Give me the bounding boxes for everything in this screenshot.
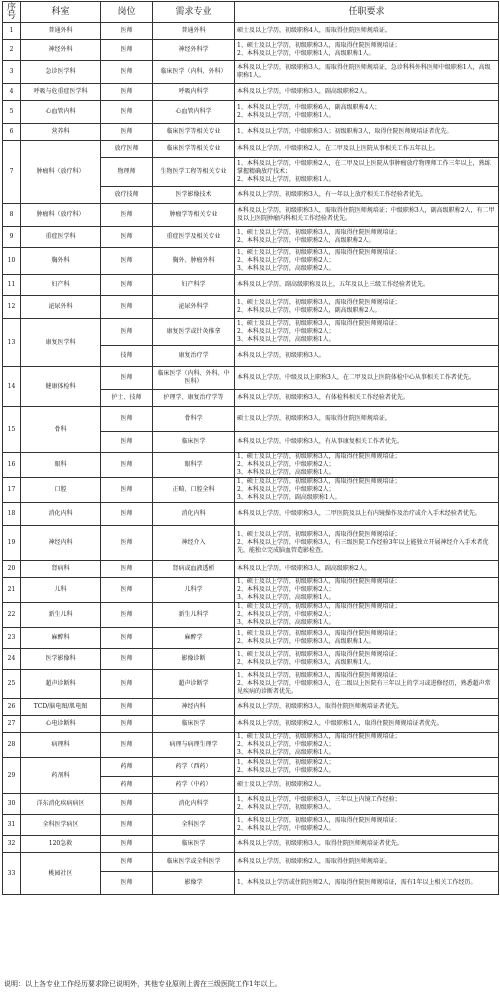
footnote: 说明：以上各专业工作经历要求除已说明外，其他专业原则上需在三级医院工作1年以上。: [4, 980, 282, 988]
row-requirements: 本科及以上学历，初级职称2人，需取得住院医师规培证。: [235, 853, 499, 872]
row-dept: 骨科: [21, 407, 101, 453]
row-no: 26: [3, 699, 21, 716]
table-row: [3, 23, 499, 40]
row-position: 医师: [101, 628, 153, 649]
row-position: 物理师: [101, 158, 153, 187]
row-requirements: 1、硕士及以上学历，初级职称3人，需取得住院医师规培证； 2、本科及以上学历，中级职称2人； 3、本科及以上学历，高级职称1人。: [235, 578, 499, 603]
row-requirements: 1、硕士及以上学历，初级职称3人，需取得住院医师规培证； 2、本科及以上学历，中级职称3人，高级职称1人。: [235, 628, 499, 649]
row-position: 护士、技师: [101, 390, 153, 407]
row-position: 医师: [101, 204, 153, 227]
row-no: 22: [3, 603, 21, 628]
row-major: 病理与病理生理学: [153, 733, 235, 758]
table-row: [3, 227, 499, 248]
table-row: [3, 84, 499, 101]
header-position: 岗位: [101, 2, 153, 23]
row-dept: 妇产科: [21, 275, 101, 296]
row-major: 临床医学（内科、外科）: [153, 61, 235, 84]
table-row: [3, 758, 499, 777]
table-row: [3, 578, 499, 603]
row-major: 临床医学: [153, 432, 235, 453]
table-row: [3, 699, 499, 716]
row-requirements: 1、本科及以上学历，中级职称6人，副高级职称4人； 2、本科及以上学历，中级职称1人。: [235, 101, 499, 124]
row-requirements: 本科及以上学历，中级职称2人，在二甲及以上医院从事相关工作五年以上。: [235, 141, 499, 158]
row-major: 临床医学: [153, 836, 235, 853]
row-no: 4: [3, 84, 21, 101]
row-requirements: 本科及以上学历，中级职称3人，副高级职称2人。: [235, 84, 499, 101]
row-dept: 桃园社区: [21, 853, 101, 895]
row-position: 放疗技师: [101, 187, 153, 204]
row-no: 13: [3, 319, 21, 367]
row-no: 25: [3, 670, 21, 699]
table-row: [3, 649, 499, 670]
row-requirements: 1、硕士及以上学历，初级职称3人，需取得住院医师规培证； 2、本科及以上学历，中级职称1人，高级职称1人。: [235, 40, 499, 61]
row-dept: 心血管内科: [21, 101, 101, 124]
row-dept: 麻醉科: [21, 628, 101, 649]
row-requirements: 1、本科及以上学历，中级职称3人；初级职称3人，取得住院医师规培证者优先。: [235, 124, 499, 141]
row-major: 康复治疗学: [153, 346, 235, 367]
row-requirements: 本科及以上学历，中级职称3人，有从事康复相关工作者优先。: [235, 432, 499, 453]
table-row: [3, 407, 499, 432]
table-row: [3, 670, 499, 699]
row-no: 5: [3, 101, 21, 124]
row-no: 2: [3, 40, 21, 61]
row-major: 临床医学（内科、外科、中医科）: [153, 367, 235, 390]
row-position: 医师: [101, 40, 153, 61]
row-position: 医师: [101, 578, 153, 603]
row-no: 15: [3, 407, 21, 453]
row-no: 1: [3, 23, 21, 40]
row-major: 普通外科: [153, 23, 235, 40]
row-major: 临床医学等相关专业: [153, 141, 235, 158]
row-no: 10: [3, 248, 21, 275]
header-requirements: 任职要求: [235, 2, 499, 23]
row-dept: 全科医学病区: [21, 815, 101, 836]
row-major: 泌尿外科学: [153, 296, 235, 319]
row-position: 医师: [101, 319, 153, 346]
row-major: 眼科学: [153, 453, 235, 478]
row-major: 新生儿科学: [153, 603, 235, 628]
table-row: [3, 628, 499, 649]
table-row: [3, 453, 499, 478]
row-position: 医师: [101, 61, 153, 84]
row-requirements: 1、本科及以上学历，中级职称3人，三年以上内镜工作经验； 2、本科及以上学历，初级职称3人。: [235, 794, 499, 815]
row-requirements: 1、硕士及以上学历，初级职称3人，需取得住院医师规培证； 2、本科及以上学历，中级职称2人； 3、本科及以上学历，副高级职称1人。: [235, 478, 499, 503]
table-row: [3, 503, 499, 526]
row-dept: 泌尿外科: [21, 296, 101, 319]
row-dept: 健康体检科: [21, 367, 101, 407]
row-requirements: 1、硕士及以上学历，初级职称3人，需取得住院医师规培证； 2、本科及以上学历，中级职称3人，有三级医院工作经验3年以上能独立开展神经介入手术者优先，能独立完成脑血管造影检查。: [235, 526, 499, 561]
table-row: [3, 319, 499, 346]
row-dept: 康复医学科: [21, 319, 101, 367]
row-dept: 肿瘤科（放疗科）: [21, 204, 101, 227]
row-position: 药师: [101, 777, 153, 794]
row-position: 医师: [101, 503, 153, 526]
row-dept: 急诊医学科: [21, 61, 101, 84]
table-row: [3, 124, 499, 141]
row-dept: 药剂科: [21, 758, 101, 794]
row-dept: 口腔: [21, 478, 101, 503]
row-position: 医师: [101, 670, 153, 699]
table-row: [3, 141, 499, 158]
table-row: [3, 561, 499, 578]
row-requirements: 1、本科及以上学历，初级职称2人； 2、本科及以上学历，中级职称2人。: [235, 758, 499, 777]
row-requirements: 本科及以上学历，中级职称3人，二甲医院及以上有内镜操作及治疗或介入手术经验者优先。: [235, 503, 499, 526]
row-dept: 儿科: [21, 578, 101, 603]
row-requirements: 1、本科及以上学历，初级职称3人，需取得住院医师规培证； 2、本科及以上学历，中级职称3人，在二级以上医院有三年以上的学习或进修经历，熟悉超声常见疾病的诊断者优先。: [235, 670, 499, 699]
row-requirements: 本科及以上学历，中级职称3人，副高级职称2人。: [235, 561, 499, 578]
row-major: 消化内科: [153, 503, 235, 526]
header-major: 需求专业: [153, 2, 235, 23]
row-requirements: 硕士及以上学历，初级职称2人。: [235, 777, 499, 794]
row-position: 医师: [101, 794, 153, 815]
row-requirements: 1、硕士及以上学历，初级职称3人，需取得住院医师规培证； 2、本科及以上学历，中级职称3人，高级职称1人。: [235, 649, 499, 670]
row-requirements: 硕士及以上学历，初级职称4人，需取得住院医师规培证。: [235, 23, 499, 40]
row-major: 全科医学: [153, 815, 235, 836]
table-row: [3, 733, 499, 758]
row-requirements: 本科及以上学历，初级职称3人，需取得住院医师规培证；中级职称3人，副高级职称2人，有二甲及以上医院肿瘤内科相关工作经验者优先。: [235, 204, 499, 227]
row-major: 正畸、口腔全科: [153, 478, 235, 503]
table-row: [3, 603, 499, 628]
row-major: 心血管内科学: [153, 101, 235, 124]
row-major: 生物医学工程等相关专业: [153, 158, 235, 187]
row-no: 18: [3, 503, 21, 526]
row-requirements: 1、硕士及以上学历，初级职称3人，需取得住院医师规培证； 2、本科及以上学历，中级职称2人，高级职称2人。: [235, 227, 499, 248]
table-row: [3, 296, 499, 319]
row-no: 32: [3, 836, 21, 853]
row-major: 药学（西药）: [153, 758, 235, 777]
row-dept: 普通外科: [21, 23, 101, 40]
row-no: 14: [3, 367, 21, 407]
row-dept: 呼吸与危重症医学科: [21, 84, 101, 101]
row-no: 7: [3, 141, 21, 204]
row-dept: 眼科: [21, 453, 101, 478]
row-dept: 消化内科: [21, 503, 101, 526]
row-requirements: 本科及以上学历，初级职称3人，取得住院医师规培证者优先。: [235, 699, 499, 716]
row-requirements: 1、硕士及以上学历，初级职称3人，需取得住院医师规培证； 2、本科及以上学历，中级职称2人； 3、本科及以上学历，高级职称1人。: [235, 733, 499, 758]
row-no: 29: [3, 758, 21, 794]
table-row: [3, 61, 499, 84]
row-requirements: 1、本科及以上学历，初级职称3人，需取得住院医师规培证； 2、本科及以上学历，中级职称2人。: [235, 815, 499, 836]
row-dept: 心电诊断科: [21, 716, 101, 733]
row-requirements: 本科及以上学历，初级职称3人，有一年以上放疗相关工作经验者优先。: [235, 187, 499, 204]
row-requirements: 1、硕士及以上学历，初级职称3人，需取得住院医师规培证； 2、本科及以上学历，中级职称2人，副高级职称2人。: [235, 296, 499, 319]
row-major: 药学（中药）: [153, 777, 235, 794]
table-row: [3, 794, 499, 815]
row-major: 临床医学或全科医学: [153, 853, 235, 872]
table-row: [3, 367, 499, 390]
table-row: [3, 478, 499, 503]
row-no: 16: [3, 453, 21, 478]
row-position: 医师: [101, 124, 153, 141]
row-major: 超声诊断学: [153, 670, 235, 699]
row-position: 医师: [101, 275, 153, 296]
row-no: 23: [3, 628, 21, 649]
row-position: 医师: [101, 815, 153, 836]
row-major: 肿瘤学等相关专业: [153, 204, 235, 227]
row-dept: 肾病科: [21, 561, 101, 578]
table-row: [3, 815, 499, 836]
table-row: [3, 526, 499, 561]
row-major: 肾病或血液透析: [153, 561, 235, 578]
row-requirements: 本科及以上学历，初级职称3人，取得住院医师规培证者优先。: [235, 836, 499, 853]
row-dept: 医学影像科: [21, 649, 101, 670]
row-position: 医师: [101, 699, 153, 716]
row-no: 30: [3, 794, 21, 815]
row-major: 医学影像技术: [153, 187, 235, 204]
row-requirements: 1、本科及以上学历，中级职称2人，在二甲及以上医院从事肿瘤放疗物理师工作三年以上，熟练掌握精确放疗技术； 2、本科及以上学历，初级职称1人。: [235, 158, 499, 187]
row-requirements: 本科及以上学历，副高级职称及以上，五年及以上三级工作经验者优先。: [235, 275, 499, 296]
row-major: 呼吸内科学: [153, 84, 235, 101]
row-major: 重症医学及相关专业: [153, 227, 235, 248]
row-no: 3: [3, 61, 21, 84]
row-no: 33: [3, 853, 21, 895]
row-position: 放疗医师: [101, 141, 153, 158]
recruitment-table: [2, 1, 499, 895]
row-no: 28: [3, 733, 21, 758]
row-major: 神经介入: [153, 526, 235, 561]
row-dept: 新生儿科: [21, 603, 101, 628]
table-row: [3, 101, 499, 124]
row-position: 医师: [101, 561, 153, 578]
row-position: 医师: [101, 716, 153, 733]
row-major: 胸外、肿瘤外科: [153, 248, 235, 275]
row-dept: 肿瘤科（放疗科）: [21, 141, 101, 204]
row-position: 医师: [101, 367, 153, 390]
row-requirements: 1、硕士及以上学历，初级职称3人，需取得住院医师规培证； 2、本科及以上学历，中级职称2人； 3、本科及以上学历，高级职称1人。: [235, 319, 499, 346]
table-row: [3, 716, 499, 733]
row-position: 医师: [101, 227, 153, 248]
row-dept: 病理科: [21, 733, 101, 758]
row-major: 临床医学: [153, 716, 235, 733]
row-major: 麻醉学: [153, 628, 235, 649]
row-no: 8: [3, 204, 21, 227]
row-position: 医师: [101, 248, 153, 275]
header-no: 序号: [3, 2, 21, 23]
row-major: 护理学、康复治疗学等: [153, 390, 235, 407]
row-no: 21: [3, 578, 21, 603]
row-dept: 超声诊断科: [21, 670, 101, 699]
table-row: [3, 836, 499, 853]
row-major: 神经外科学: [153, 40, 235, 61]
header-dept: 科室: [21, 2, 101, 23]
row-position: 医师: [101, 84, 153, 101]
row-position: 医师: [101, 853, 153, 872]
row-position: 医师: [101, 407, 153, 432]
row-major: 神经内科: [153, 699, 235, 716]
row-major: 临床医学等相关专业: [153, 124, 235, 141]
header-row: [3, 2, 499, 23]
row-requirements: 本科及以上学历，中级及以上职称3人，在二甲及以上医院体检中心从事相关工作者优先。: [235, 367, 499, 390]
row-major: 骨科学: [153, 407, 235, 432]
row-position: 医师: [101, 733, 153, 758]
row-position: 医师: [101, 101, 153, 124]
row-requirements: 1、本科及以上学历或住院医师2人，需取得住院医师规培证，需有1年以上相关工作经历。: [235, 872, 499, 895]
row-position: 医师: [101, 296, 153, 319]
row-requirements: 1、硕士及以上学历，初级职称3人，需取得住院医师规培证； 2、本科及以上学历，中级职称2人； 3、本科及以上学历，高级职称2人。: [235, 248, 499, 275]
row-no: 6: [3, 124, 21, 141]
row-requirements: 本科及以上学历，初级职称3人，有体检科相关工作经验者优先。: [235, 390, 499, 407]
row-requirements: 1、硕士及以上学历，初级职称3人，需取得住院医师规培证； 2、本科及以上学历，中级职称2人； 3、本科及以上学历，高级职称1人。: [235, 453, 499, 478]
row-no: 27: [3, 716, 21, 733]
row-no: 11: [3, 275, 21, 296]
row-no: 31: [3, 815, 21, 836]
row-major: 影像学: [153, 872, 235, 895]
row-dept: 神经外科: [21, 40, 101, 61]
row-dept: TCD/脑电图/肌电图: [21, 699, 101, 716]
row-requirements: 本科及以上学历，初级职称3人，需取得住院医师规培证，急诊科科外科医师中级职称1人，高级职称1人。: [235, 61, 499, 84]
row-no: 12: [3, 296, 21, 319]
row-dept: 洋东消化疾病病区: [21, 794, 101, 815]
row-major: 康复医学或针灸推拿: [153, 319, 235, 346]
row-dept: 120急救: [21, 836, 101, 853]
row-position: 医师: [101, 432, 153, 453]
row-position: 技师: [101, 346, 153, 367]
row-no: 20: [3, 561, 21, 578]
row-requirements: 本科及以上学历，初级职称3人。: [235, 346, 499, 367]
row-dept: 重症医学科: [21, 227, 101, 248]
row-requirements: 硕士及以上学历，初级职称3人，需取得住院医师规培证。: [235, 407, 499, 432]
table-row: [3, 204, 499, 227]
table-row: [3, 275, 499, 296]
row-dept: 神经内科: [21, 526, 101, 561]
row-major: 影像诊断: [153, 649, 235, 670]
row-position: 医师: [101, 872, 153, 895]
table-row: [3, 853, 499, 872]
row-no: 19: [3, 526, 21, 561]
row-position: 医师: [101, 478, 153, 503]
row-position: 医师: [101, 526, 153, 561]
row-no: 9: [3, 227, 21, 248]
row-position: 医师: [101, 836, 153, 853]
row-dept: 胸外科: [21, 248, 101, 275]
row-requirements: 1、硕士及以上学历，初级职称3人，需取得住院医师规培证； 2、本科及以上学历，中级职称2人； 3、本科及以上学历，高级职称1人。: [235, 603, 499, 628]
row-position: 医师: [101, 23, 153, 40]
row-no: 24: [3, 649, 21, 670]
row-no: 17: [3, 478, 21, 503]
row-major: 儿科学: [153, 578, 235, 603]
row-dept: 营养科: [21, 124, 101, 141]
row-requirements: 本科及以上学历，初级职称2人，中级职称1人，取得住院医师规培证者优先。: [235, 716, 499, 733]
row-position: 医师: [101, 603, 153, 628]
row-position: 医师: [101, 453, 153, 478]
row-major: 妇产科学: [153, 275, 235, 296]
row-position: 医师: [101, 649, 153, 670]
table-row: [3, 248, 499, 275]
row-position: 药师: [101, 758, 153, 777]
table-row: [3, 40, 499, 61]
row-major: 消化内科学: [153, 794, 235, 815]
